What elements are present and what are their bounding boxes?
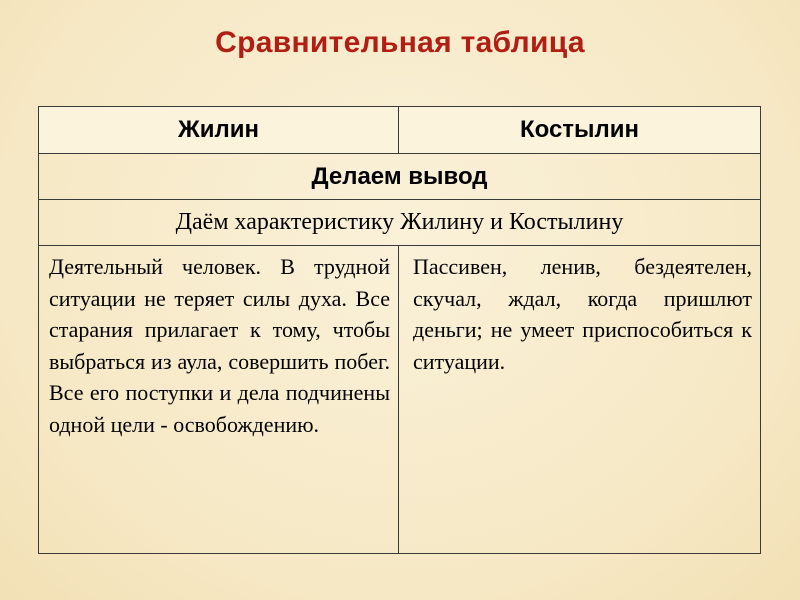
task-row [39, 200, 761, 246]
kostylin-description: Пассивен, ленив, бездеятелен, скучал, ждал, когда пришлют деньги; не умеет приспособиться к ситуации. [399, 246, 761, 554]
comparison-table [38, 106, 761, 554]
characteristics-row [39, 246, 761, 554]
zhilin-description: Деятельный человек. В трудной ситуации не теряет силы духа. Все старания прилагает к тому, чтобы выбраться из аула, совершить побег. Все его поступки и дела подчинены одной цели - освобождению. [39, 246, 399, 554]
conclusion-row [39, 154, 761, 200]
conclusion-cell: Делаем вывод [39, 154, 761, 200]
header-zhilin: Жилин [39, 107, 399, 154]
header-kostylin: Костылин [399, 107, 761, 154]
table-header-row [39, 107, 761, 154]
slide-title: Сравнительная таблица [215, 26, 585, 59]
task-cell: Даём характеристику Жилину и Костылину [39, 200, 761, 246]
